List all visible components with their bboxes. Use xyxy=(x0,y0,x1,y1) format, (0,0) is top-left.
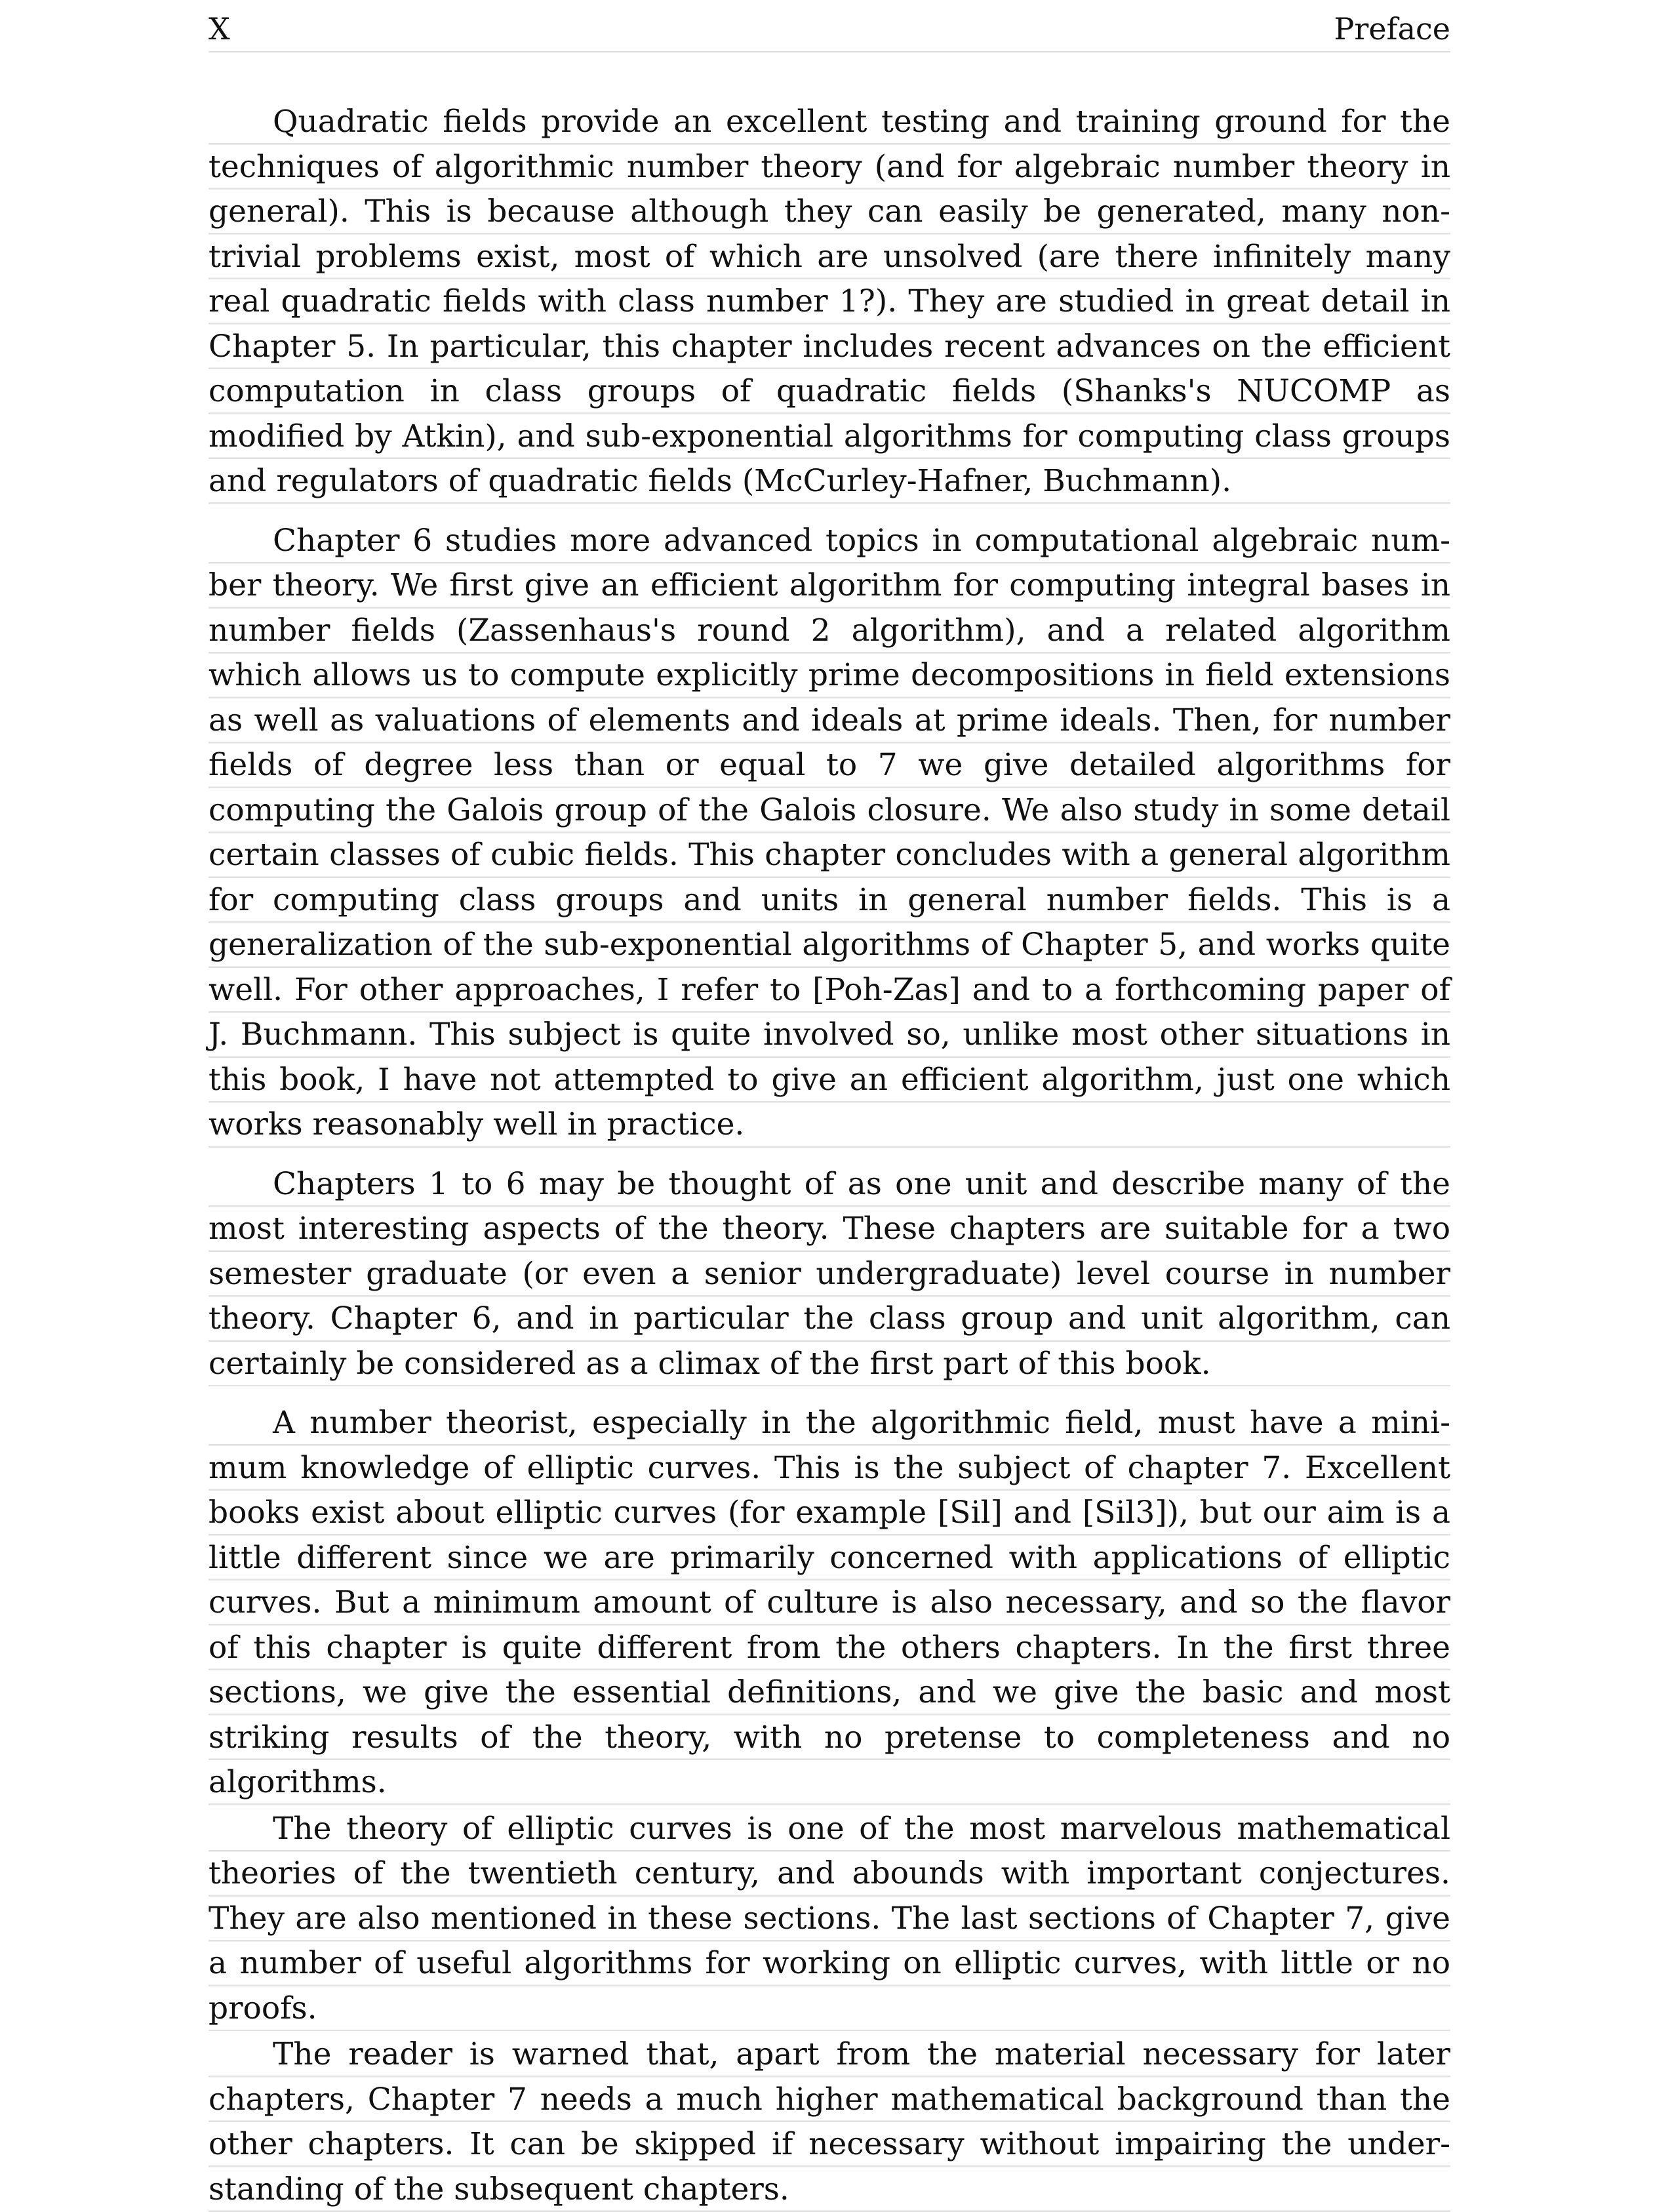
paragraph-elliptic-curves-theory: The theory of elliptic curves is one of the most marvelous mathematical theories of the twentieth century, and abounds with important conjectures. They are also mentioned in these sections. The last sections of Chapter 7, give a number of useful algorithms for working on elliptic curves, with little or no proofs. xyxy=(209,1807,1450,2032)
paragraph-quadratic-fields: Quadratic fields provide an excellent testing and training ground for the techniques of algorithmic number theory (and for algebraic number theory in general). This is because although they can easily be generated, many non-trivial problems exist, most of which are unsolved (are there infinitely many real quadratic fields with class number 1?). They are studied in great detail in Chapter 5. In particular, this chapter includes recent advances on the efficient computation in class groups of quadratic fields (Shanks's NUCOMP as modified by Atkin), and sub-exponential algorithms for computing class groups and regulators of quadratic fields (McCurley-Hafner, Buchmann). xyxy=(209,100,1450,504)
running-title: Preface xyxy=(1334,11,1450,47)
paragraph-reader-warning: The reader is warned that, apart from the material necessary for later chapters, Chapter 7 needs a much higher mathematical background than the other chapters. It can be skipped if necessary without impairing the understanding of the subsequent chapters. xyxy=(209,2032,1450,2212)
paragraph-chapters-1-to-6: Chapters 1 to 6 may be thought of as one unit and describe many of the most interesting aspects of the theory. These chapters are suitable for a two semester graduate (or even a senior undergraduate) level course in number theory. Chapter 6, and in particular the class group and unit algorithm, can certainly be considered as a climax of the first part of this book. xyxy=(209,1162,1450,1387)
paragraph-elliptic-curves-intro: A number theorist, especially in the algorithmic field, must have a minimum knowledge of elliptic curves. This is the subject of chapter 7. Excellent books exist about elliptic curves (for example [Sil] and [Sil3]), but our aim is a little different since we are primarily concerned with applications of elliptic curves. But a minimum amount of culture is also necessary, and so the flavor of this chapter is quite different from the others chapters. In the first three sections, we give the essential definitions, and we give the basic and most striking results of the theory, with no pretense to completeness and no algorithms. xyxy=(209,1401,1450,1805)
body-text xyxy=(209,100,1450,2212)
page-number: X xyxy=(209,11,231,47)
paragraph-chapter-6: Chapter 6 studies more advanced topics in computational algebraic number theory. We first give an efficient algorithm for computing integral bases in number fields (Zassenhaus's round 2 algorithm), and a related algorithm which allows us to compute explicitly prime decompositions in field extensions as well as valuations of elements and ideals at prime ideals. Then, for number fields of degree less than or equal to 7 we give detailed algorithms for computing the Galois group of the Galois closure. We also study in some detail certain classes of cubic fields. This chapter concludes with a general algorithm for computing class groups and units in general number fields. This is a generalization of the sub-exponential algorithms of Chapter 5, and works quite well. For other approaches, I refer to [Poh-Zas] and to a forthcoming paper of J. Buchmann. This subject is quite involved so, unlike most other situations in this book, I have not attempted to give an efficient algorithm, just one which works reasonably well in practice. xyxy=(209,519,1450,1148)
running-header xyxy=(209,9,1450,52)
